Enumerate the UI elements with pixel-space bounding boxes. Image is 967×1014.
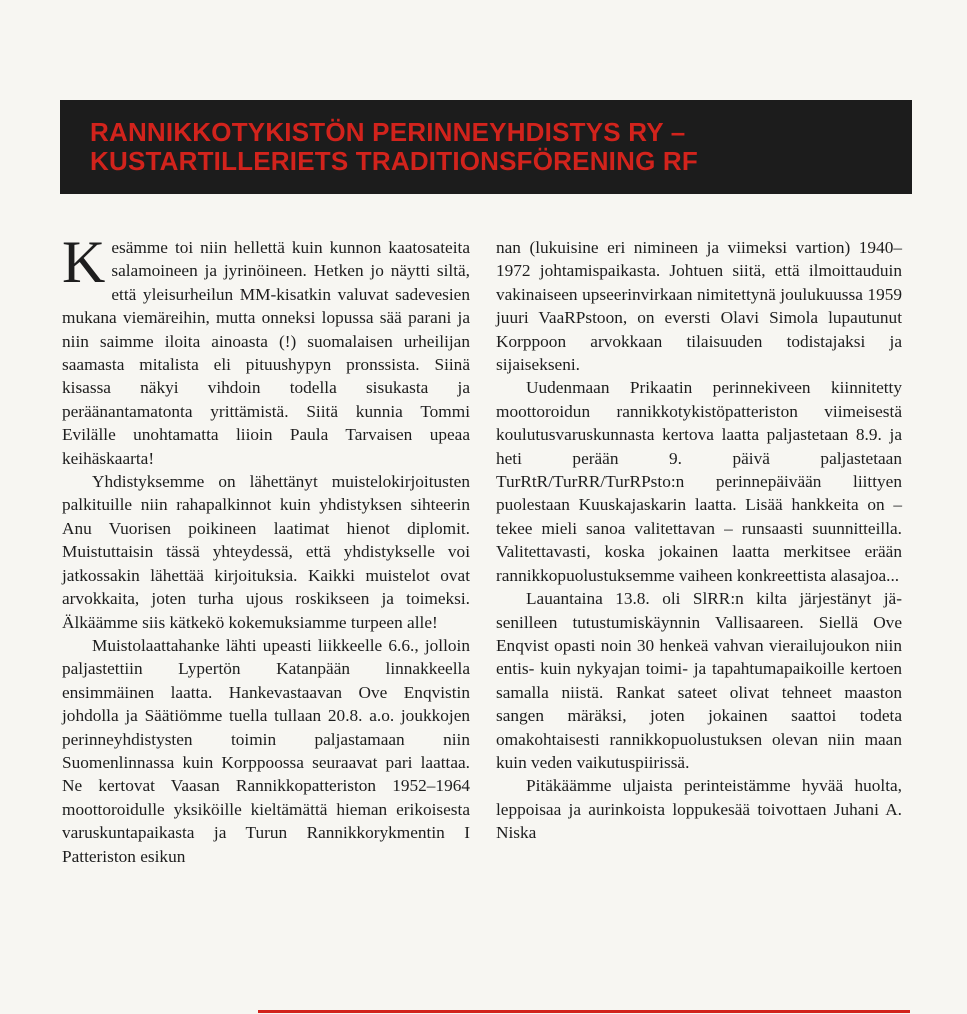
banner-title-line-2: KUSTARTILLERIETS TRADITIONSFÖRENING RF bbox=[90, 146, 698, 176]
article-paragraph-1 bbox=[62, 229, 470, 470]
bottom-accent-rule bbox=[258, 1010, 910, 1013]
drop-cap: K bbox=[62, 229, 106, 295]
article-paragraph-4: Uudenmaan Prikaatin perinnekiveen kiinnitetty moottoroidun rannikkotykistöpatteriston viimeisestä koulutusvaruskunnasta kertova laatta paljastetaan 8.9. ja heti perään 9. päivä paljastetaan TurRtR/TurRR/TurRPsto:n perinnepäivään liittyen puolestaan Kuuskajaskarin laatta. Lisää hankkeita on – tekee mieli sanoa valitettavan – runsaasti suunnitteilla. Valitettavasti, koska jokainen laatta merkitsee erään rannikkopuolustuksemme vaiheen konkreettista alasajoa... bbox=[496, 378, 902, 585]
paragraph-1-text: esämme toi niin hellettä kuin kunnon kaatosateita salamoineen ja jyrinöineen. Hetken jo näytti siltä, että yleisurheilun MM-kisatkin valuvat sadevesien mukana viemäreihin, mutta onneksi lopussa sää parani ja niin saimme iloita ainoasta (!) suomalaisen urheilijan saamasta mitalista eli pituushypyn pronssista. Siinä kisassa näkyi vihdoin todella sisukasta ja peräänantamatonta yrittämistä. Siitä kunnia Tommi Evilälle unohtamatta liioin Paula Tarvaisen upeaa keihäskaarta! bbox=[62, 238, 470, 468]
article-paragraph-5: Lauantaina 13.8. oli SlRR:n kilta järjestänyt jäsenilleen tutustumiskäynnin Vallisaareen. Siellä Ove Enqvist opasti noin 30 henkeä vahvan vierailujoukon niin entis- kuin nykyajan toimi- ja tapahtumapaikoille kertoen samalla niistä. Rankat sateet olivat tehneet maaston sangen märäksi, joten jokainen saattoi todeta omakohtaisesti rannikkopuolustuksen olevan niin maan kuin veden vaikutuspiirissä. bbox=[496, 589, 902, 772]
article-paragraph-2: Yhdistyksemme on lähettänyt muistelokirjoitusten palkituille niin rahapalkinnot kuin yhdistyksen sihteerin Anu Vuorisen poikineen laatimat hienot diplomit. Muistuttaisin tässä yhteydessä, että yhdistykselle voi jatkossakin lähettää kirjoituksia. Kaikki muistelot ovat arvokkaita, joten turha ujous roskikseen ja toimeksi. Älkäämme siis kätkekö kokemuksiamme turpeen alle! bbox=[62, 472, 470, 632]
article-paragraph-3-continued: nan (lukuisine eri nimineen ja viimeksi vartion) 1940–1972 johtamispaikasta. Johtuen siitä, että ilmoittauduin vakinaiseen upseerinvirkaan nimitettynä joulukuussa 1959 juuri VaaRPstoon, on eversti Olavi Simola lupautunut Korppoon arvokkaan tilaisuuden todistajaksi ja sijaisekseni. bbox=[496, 238, 902, 375]
article-paragraph-6: Pitäkäämme uljaista perinteistämme hyvää huolta, leppoisaa ja aurinkoista loppukesää toivottaen Juhani A. Niska bbox=[496, 776, 902, 843]
article-paragraph-3: Muistolaattahanke lähti upeasti liikkeelle 6.6., jolloin paljastettiin Lypertön Katanpään linnakkeella ensimmäinen laatta. Hankevastaavan Ove Enqvistin johdolla ja Säätiömme tuella tullaan 20.8. a.o. joukkojen perinneyhdistysten toimin paljastamaan niin Suomenlinnassa kuin Korppoossa seuraavat pari laattaa. Ne kertovat Vaasan Rannikkopatteriston 1952–1964 moottoroidulle yksiköille kieltämättä hieman erikoisesta varuskuntapaikasta ja Turun Rannikkorykmentin I Patteriston esikun bbox=[62, 635, 470, 866]
article-column-left bbox=[62, 229, 470, 868]
article-banner bbox=[60, 100, 912, 194]
banner-title-line-1: RANNIKKOTYKISTÖN PERINNEYHDISTYS RY – bbox=[90, 117, 686, 147]
article-column-right bbox=[496, 236, 902, 845]
